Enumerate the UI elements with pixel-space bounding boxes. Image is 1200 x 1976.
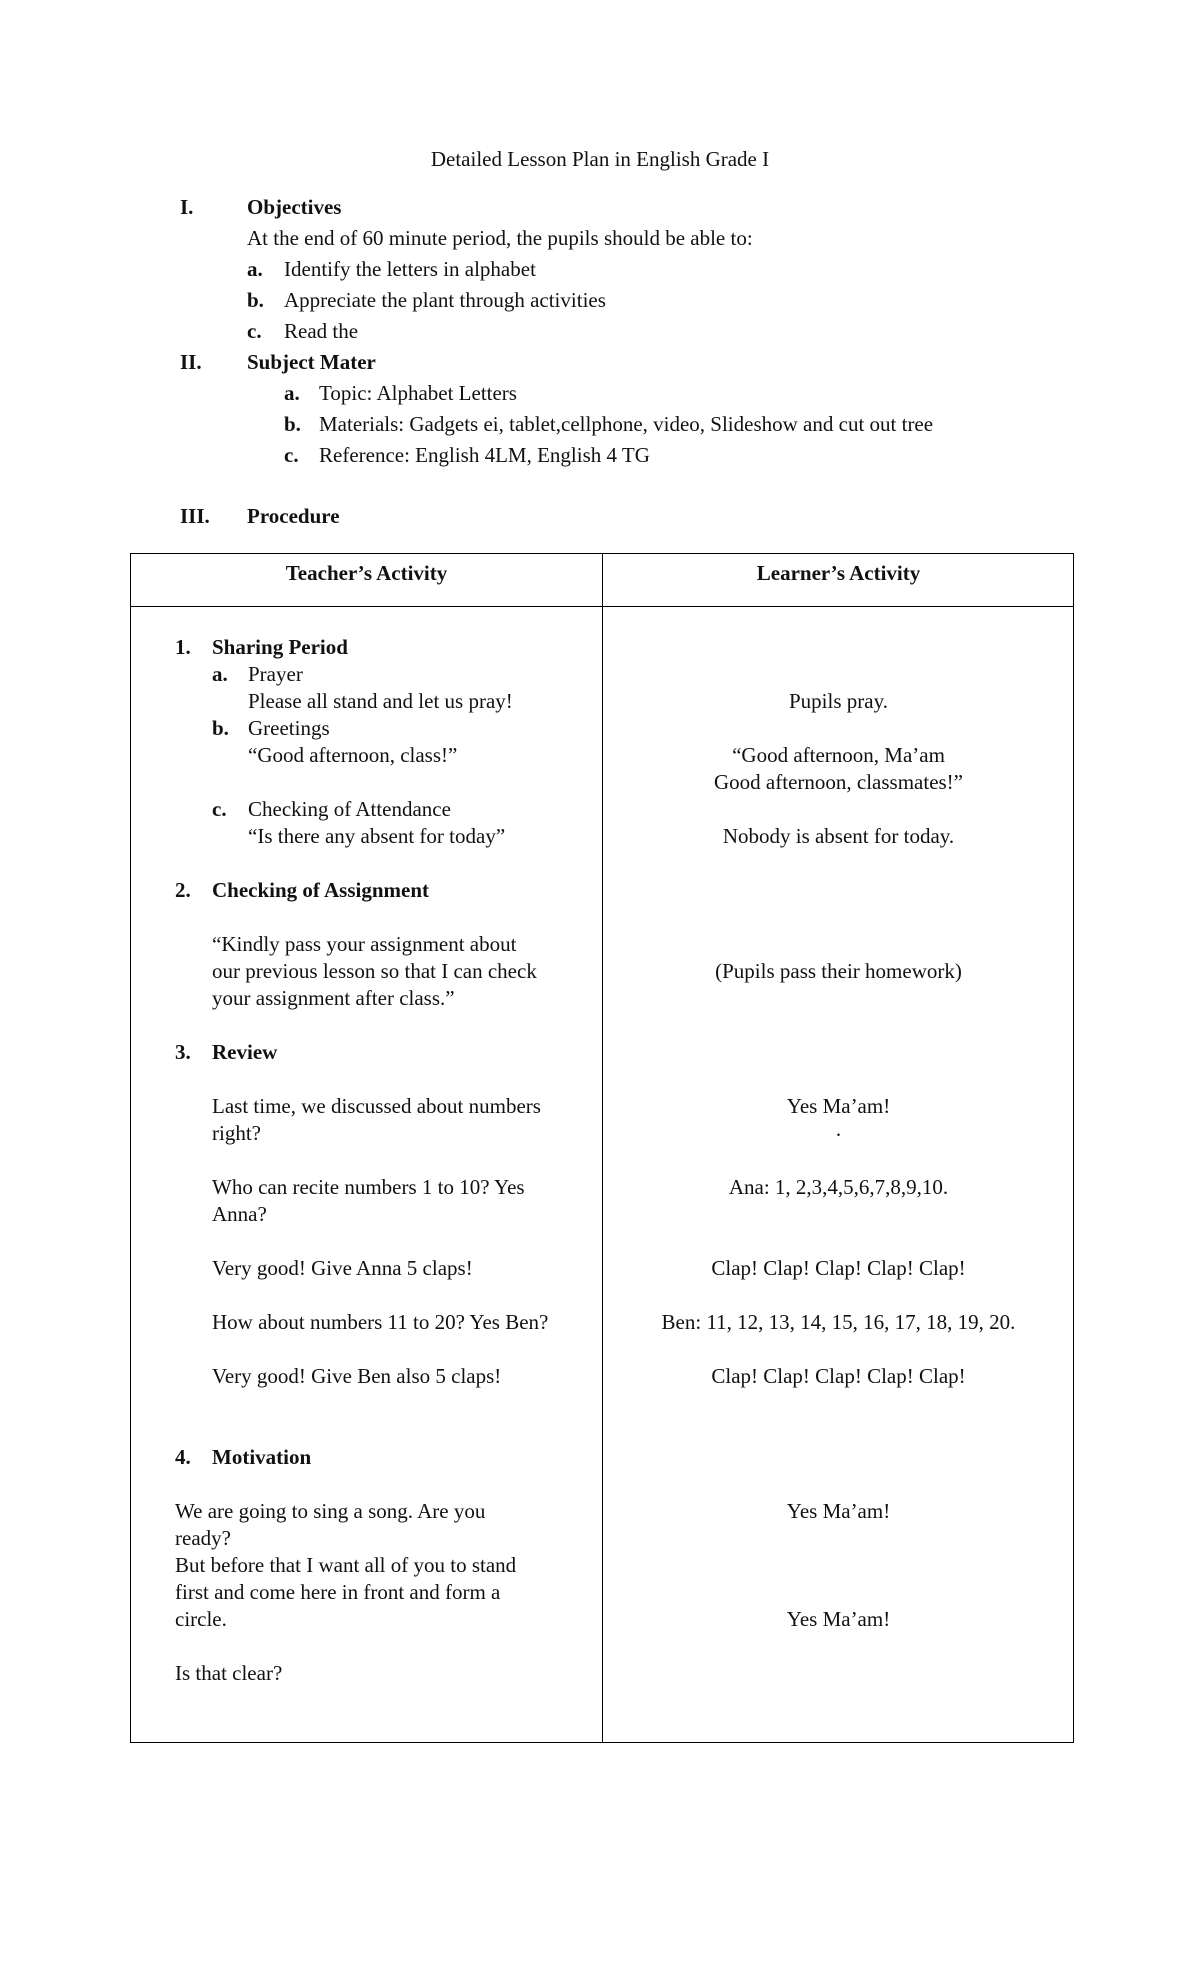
objectives-heading: Objectives [247, 195, 342, 219]
greetings-label: Greetings [248, 716, 330, 740]
header-divider [131, 606, 1073, 607]
assignment-line: our previous lesson so that I can check [212, 959, 537, 983]
review-heading: Review [212, 1040, 278, 1064]
subject-item: Reference: English 4LM, English 4 TG [319, 443, 650, 467]
learner-response: Good afternoon, classmates!” [714, 770, 963, 794]
greetings-line: “Good afternoon, class!” [248, 743, 458, 767]
learner-response: Yes Ma’am! [786, 1094, 891, 1118]
prayer-line: Please all stand and let us pray! [248, 689, 513, 713]
subject-item: Topic: Alphabet Letters [319, 381, 517, 405]
teacher-activity-header: Teacher’s Activity [285, 561, 448, 585]
review-line: Very good! Give Ben also 5 claps! [212, 1364, 502, 1388]
motivation-line: first and come here in front and form a [175, 1580, 501, 1604]
objective-marker: b. [247, 288, 264, 312]
subject-matter-heading: Subject Mater [247, 350, 376, 374]
page-title: Detailed Lesson Plan in English Grade I [430, 147, 770, 171]
objective-item: Appreciate the plant through activities [284, 288, 606, 312]
review-line: How about numbers 11 to 20? Yes Ben? [212, 1310, 549, 1334]
objective-marker: a. [247, 257, 263, 281]
objective-item: Identify the letters in alphabet [284, 257, 536, 281]
attendance-marker: c. [212, 797, 227, 821]
learner-response: “Good afternoon, Ma’am [732, 743, 945, 767]
learner-response: Clap! Clap! Clap! Clap! Clap! [711, 1256, 966, 1280]
procedure-heading: Procedure [247, 504, 340, 528]
assignment-line: “Kindly pass your assignment about [212, 932, 517, 956]
assignment-line: your assignment after class.” [212, 986, 455, 1010]
procedure-table [130, 553, 1074, 1743]
learner-response: Ben: 11, 12, 13, 14, 15, 16, 17, 18, 19, 20. [661, 1310, 1016, 1334]
step-number: 4. [175, 1445, 191, 1469]
subject-marker: a. [284, 381, 300, 405]
greetings-marker: b. [212, 716, 229, 740]
learner-response: Yes Ma’am! [786, 1607, 891, 1631]
subject-matter-numeral: II. [180, 350, 202, 374]
prayer-label: Prayer [248, 662, 303, 686]
motivation-line: ready? [175, 1526, 231, 1550]
learner-activity-header: Learner’s Activity [756, 561, 921, 585]
objectives-intro: At the end of 60 minute period, the pupils should be able to: [247, 226, 753, 250]
learner-response: Ana: 1, 2,3,4,5,6,7,8,9,10. [728, 1175, 949, 1199]
objective-marker: c. [247, 319, 262, 343]
prayer-marker: a. [212, 662, 228, 686]
objective-item: Read the [284, 319, 359, 343]
subject-marker: b. [284, 412, 301, 436]
sharing-period-heading: Sharing Period [212, 635, 348, 659]
review-line: Very good! Give Anna 5 claps! [212, 1256, 473, 1280]
learner-response: (Pupils pass their homework) [715, 959, 962, 983]
subject-item: Materials: Gadgets ei, tablet,cellphone, video, Slideshow and cut out tree [319, 412, 934, 436]
column-divider [602, 554, 603, 1742]
review-line: Last time, we discussed about numbers [212, 1094, 541, 1118]
objectives-numeral: I. [180, 195, 194, 219]
learner-response: Yes Ma’am! [786, 1499, 891, 1523]
review-line: Anna? [212, 1202, 267, 1226]
procedure-numeral: III. [180, 504, 210, 528]
learner-response: Clap! Clap! Clap! Clap! Clap! [711, 1364, 966, 1388]
step-number: 2. [175, 878, 191, 902]
motivation-line: circle. [175, 1607, 227, 1631]
motivation-question: Is that clear? [175, 1661, 283, 1685]
attendance-label: Checking of Attendance [248, 797, 451, 821]
step-number: 1. [175, 635, 191, 659]
review-line: Who can recite numbers 1 to 10? Yes [212, 1175, 525, 1199]
subject-marker: c. [284, 443, 299, 467]
motivation-line: We are going to sing a song. Are you [175, 1499, 486, 1523]
assignment-heading: Checking of Assignment [212, 878, 430, 902]
learner-response: Nobody is absent for today. [722, 824, 955, 848]
learner-response: . [835, 1117, 842, 1141]
motivation-heading: Motivation [212, 1445, 312, 1469]
review-line: right? [212, 1121, 261, 1145]
learner-response: Pupils pray. [789, 689, 888, 713]
attendance-line: “Is there any absent for today” [248, 824, 506, 848]
step-number: 3. [175, 1040, 191, 1064]
motivation-line: But before that I want all of you to stand [175, 1553, 517, 1577]
